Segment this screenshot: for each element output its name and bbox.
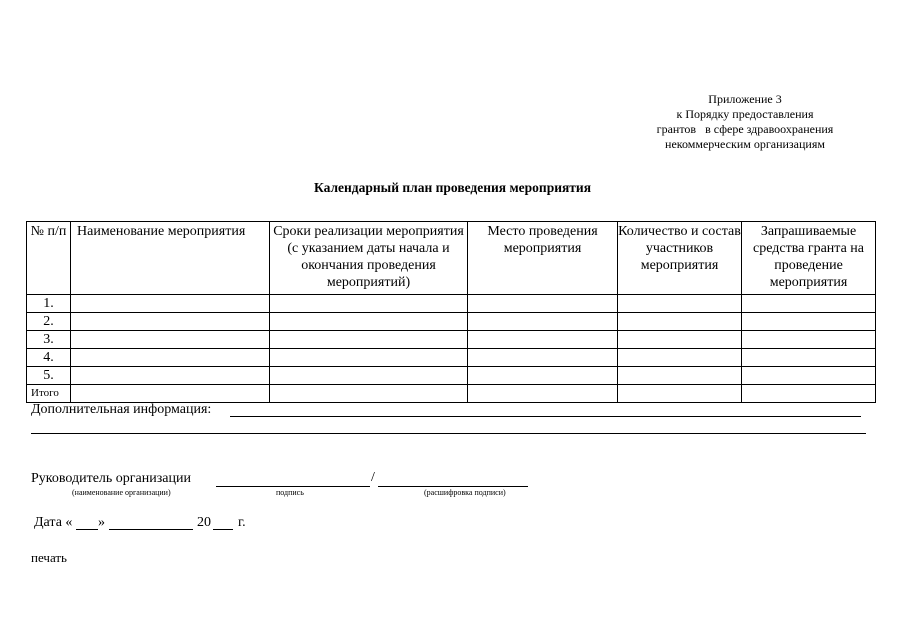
additional-info-line-1[interactable]: [230, 416, 861, 417]
cell[interactable]: [270, 349, 468, 367]
signature-label: Руководитель организации: [31, 471, 191, 486]
cell[interactable]: [270, 331, 468, 349]
table-row: [27, 331, 876, 349]
row-number: 5.: [27, 367, 71, 385]
cell[interactable]: [618, 349, 742, 367]
signature-line[interactable]: [216, 486, 370, 487]
document-title: Календарный план проведения мероприятия: [313, 180, 592, 195]
signature-decode-line[interactable]: [378, 486, 528, 487]
table-row: [27, 349, 876, 367]
cell[interactable]: [270, 313, 468, 331]
date-month-line[interactable]: [109, 529, 193, 530]
header-event-name: Наименование мероприятия: [71, 222, 270, 295]
header-grant-funds: Запрашиваемые средства гранта на проведение мероприятия: [742, 222, 876, 295]
appendix-line-2: к Порядку предоставления: [676, 107, 814, 121]
cell[interactable]: [468, 367, 618, 385]
cell[interactable]: [71, 295, 270, 313]
cell[interactable]: [270, 295, 468, 313]
cell[interactable]: [618, 385, 742, 403]
table-row: [27, 313, 876, 331]
header-location: Место проведения мероприятия: [468, 222, 618, 295]
cell[interactable]: [468, 349, 618, 367]
cell[interactable]: [742, 385, 876, 403]
cell[interactable]: [468, 385, 618, 403]
header-number: № п/п: [27, 222, 71, 295]
additional-info-line-2[interactable]: [31, 433, 866, 434]
cell[interactable]: [270, 385, 468, 403]
date-close-quote: »: [98, 515, 105, 530]
date-year-line[interactable]: [213, 529, 233, 530]
date-day-line[interactable]: [76, 529, 98, 530]
appendix-line-4: некоммерческим организациям: [665, 137, 825, 151]
table-header-row: [27, 222, 876, 295]
cell[interactable]: [618, 367, 742, 385]
appendix-line-3: грантов в сфере здравоохранения: [656, 122, 834, 136]
total-label: Итого: [27, 385, 71, 403]
cell[interactable]: [742, 331, 876, 349]
seal-label: печать: [31, 550, 67, 565]
date-prefix: Дата «: [34, 515, 73, 530]
table-row: [27, 295, 876, 313]
signature-separator: /: [371, 470, 375, 485]
cell[interactable]: [618, 295, 742, 313]
header-participants: Количество и состав участников мероприятия: [618, 222, 742, 295]
appendix-line-1: Приложение 3: [708, 92, 782, 106]
table-total-row: [27, 385, 876, 403]
row-number: 1.: [27, 295, 71, 313]
cell[interactable]: [71, 313, 270, 331]
cell[interactable]: [71, 349, 270, 367]
caption-decode: (расшифровка подписи): [424, 488, 506, 497]
date-year-prefix: 20: [197, 515, 211, 530]
cell[interactable]: [71, 367, 270, 385]
table-row: [27, 367, 876, 385]
caption-signature: подпись: [276, 488, 304, 497]
event-plan-table: [26, 221, 876, 403]
cell[interactable]: [742, 367, 876, 385]
date-year-suffix: г.: [238, 515, 246, 530]
caption-organization: (наименование организации): [72, 488, 171, 497]
row-number: 3.: [27, 331, 71, 349]
header-dates: Сроки реализации мероприятия (с указанием даты начала и окончания проведения мероприятий): [270, 222, 468, 295]
cell[interactable]: [742, 313, 876, 331]
cell[interactable]: [468, 295, 618, 313]
cell[interactable]: [270, 367, 468, 385]
cell[interactable]: [468, 313, 618, 331]
row-number: 2.: [27, 313, 71, 331]
cell[interactable]: [468, 331, 618, 349]
appendix-block: [600, 92, 890, 152]
cell[interactable]: [618, 313, 742, 331]
cell[interactable]: [618, 331, 742, 349]
additional-info-label: Дополнительная информация:: [31, 402, 212, 417]
row-number: 4.: [27, 349, 71, 367]
cell[interactable]: [71, 331, 270, 349]
cell[interactable]: [71, 385, 270, 403]
cell[interactable]: [742, 349, 876, 367]
cell[interactable]: [742, 295, 876, 313]
